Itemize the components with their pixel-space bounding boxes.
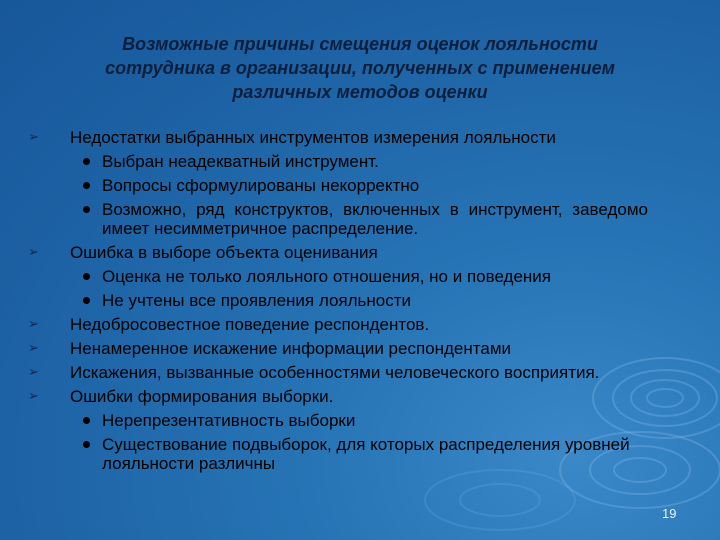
- arrowhead-icon: ➢: [28, 129, 39, 144]
- dot-icon: [83, 273, 90, 280]
- list-item: [28, 128, 648, 147]
- dot-icon: [83, 297, 90, 304]
- sub-list-item-text: Нерепрезентативность выборки: [102, 411, 356, 430]
- bullet-list: [28, 128, 648, 478]
- sub-list-item-text: Возможно, ряд конструктов, включенных в инструмент, заведомо имеет несимметричное распределение.: [102, 200, 648, 238]
- slide-title: [60, 32, 660, 104]
- list-item-text: Ошибка в выборе объекта оценивания: [70, 243, 378, 262]
- list-item-text: Недобросовестное поведение респондентов.: [70, 315, 430, 334]
- list-item: [28, 339, 648, 358]
- list-item: [28, 315, 648, 334]
- sub-list-item: [28, 200, 648, 238]
- dot-icon: [83, 417, 90, 424]
- arrowhead-icon: ➢: [28, 244, 39, 259]
- arrowhead-icon: ➢: [28, 364, 39, 379]
- sub-list-item: [28, 411, 648, 430]
- page-number: 19: [662, 506, 677, 521]
- list-item-text: Ненамеренное искажение информации респондентами: [70, 339, 512, 358]
- list-item-text: Искажения, вызванные особенностями человеческого восприятия.: [70, 363, 600, 382]
- sub-list-item: [28, 267, 648, 286]
- dot-icon: [83, 182, 90, 189]
- sub-list-item-text: Не учтены все проявления лояльности: [102, 291, 412, 310]
- dot-icon: [83, 206, 90, 213]
- list-item: [28, 363, 648, 382]
- arrowhead-icon: ➢: [28, 316, 39, 331]
- arrowhead-icon: ➢: [28, 388, 39, 403]
- sub-list-item-text: Существование подвыборок, для которых распределения уровней лояльности различны: [102, 435, 630, 473]
- arrowhead-icon: ➢: [28, 340, 39, 355]
- list-item-text: Недостатки выбранных инструментов измерения лояльности: [70, 128, 556, 147]
- sub-list-item: [28, 435, 648, 473]
- sub-list-item: [28, 291, 648, 310]
- sub-list-item: [28, 152, 648, 171]
- sub-list-item-text: Вопросы сформулированы некорректно: [102, 176, 420, 195]
- title-line: Возможные причины смещения оценок лояльности: [122, 34, 598, 54]
- dot-icon: [83, 158, 90, 165]
- title-line: различных методов оценки: [232, 82, 488, 102]
- dot-icon: [83, 441, 90, 448]
- list-item-text: Ошибки формирования выборки.: [70, 387, 334, 406]
- list-item: [28, 387, 648, 406]
- sub-list-item-text: Оценка не только лояльного отношения, но и поведения: [102, 267, 551, 286]
- sub-list-item-text: Выбран неадекватный инструмент.: [102, 152, 379, 171]
- title-line: сотрудника в организации, полученных с применением: [105, 58, 615, 78]
- list-item: [28, 243, 648, 262]
- sub-list-item: [28, 176, 648, 195]
